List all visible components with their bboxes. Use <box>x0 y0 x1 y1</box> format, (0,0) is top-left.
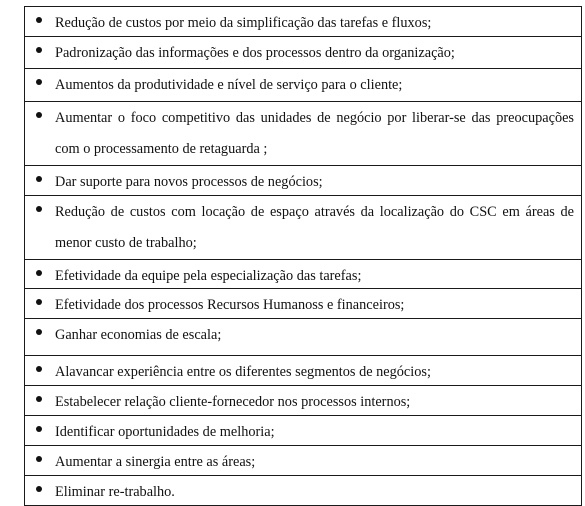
table-row <box>25 356 582 386</box>
bullet-icon <box>36 176 42 182</box>
list-item-text: Aumentar a sinergia entre as áreas; <box>55 454 256 470</box>
list-item-text: Redução de custos por meio da simplificação das tarefas e fluxos; <box>55 15 432 31</box>
list-item <box>25 37 581 65</box>
table-cell <box>25 37 582 69</box>
table-cell <box>25 7 582 37</box>
list-item <box>25 69 581 97</box>
table-cell <box>25 166 582 196</box>
list-item <box>25 476 581 504</box>
bullet-icon <box>36 366 42 372</box>
list-item <box>25 356 581 384</box>
table-cell <box>25 446 582 476</box>
table-body <box>25 7 582 506</box>
list-item <box>25 446 581 474</box>
table-row <box>25 446 582 476</box>
bullet-icon <box>36 206 42 212</box>
benefits-table <box>24 6 582 506</box>
list-item <box>25 319 581 347</box>
list-item-text: Ganhar economias de escala; <box>55 327 222 343</box>
list-item <box>25 166 581 194</box>
bullet-icon <box>36 112 42 118</box>
table-cell <box>25 319 582 356</box>
table-row <box>25 37 582 69</box>
table-cell <box>25 196 582 260</box>
list-item-text: Dar suporte para novos processos de negócios; <box>55 174 323 190</box>
bullet-icon <box>36 396 42 402</box>
bullet-icon <box>36 486 42 492</box>
bullet-icon <box>36 79 42 85</box>
bullet-icon <box>36 17 42 23</box>
table-row <box>25 166 582 196</box>
list-item-text: Efetividade da equipe pela especialização das tarefas; <box>55 268 362 284</box>
table-row <box>25 319 582 356</box>
table-cell <box>25 416 582 446</box>
table-cell <box>25 102 582 166</box>
list-item <box>25 260 581 288</box>
list-item-text: Eliminar re-trabalho. <box>55 484 175 500</box>
list-item <box>25 386 581 414</box>
list-item-text: Padronização das informações e dos processos dentro da organização; <box>55 45 455 61</box>
table-row <box>25 289 582 319</box>
bullet-icon <box>36 456 42 462</box>
table-row <box>25 196 582 260</box>
list-item-text: Efetividade dos processos Recursos Humanoss e financeiros; <box>55 297 405 313</box>
table-row <box>25 416 582 446</box>
table-row <box>25 69 582 102</box>
list-item <box>25 416 581 444</box>
bullet-icon <box>36 299 42 305</box>
bullet-icon <box>36 426 42 432</box>
bullet-icon <box>36 329 42 335</box>
table-cell <box>25 69 582 102</box>
list-item <box>25 196 581 259</box>
table-row <box>25 7 582 37</box>
table-cell <box>25 356 582 386</box>
table-row <box>25 476 582 506</box>
list-item-text: Aumentar o foco competitivo das unidades de negócio por liberar-se das preocupações com o processamento de retaguarda ; <box>55 110 574 157</box>
list-item-text: Alavancar experiência entre os diferentes segmentos de negócios; <box>55 364 431 380</box>
list-item-text: Redução de custos com locação de espaço através da localização do CSC em áreas de menor custo de trabalho; <box>55 204 574 251</box>
bullet-icon <box>36 47 42 53</box>
list-item <box>25 289 581 317</box>
table-cell <box>25 260 582 289</box>
list-item-text: Estabelecer relação cliente-fornecedor nos processos internos; <box>55 394 411 410</box>
table-row <box>25 386 582 416</box>
table-row <box>25 102 582 166</box>
list-item <box>25 7 581 35</box>
bullet-icon <box>36 270 42 276</box>
table-cell <box>25 476 582 506</box>
list-item-text: Identificar oportunidades de melhoria; <box>55 424 275 440</box>
table-cell <box>25 386 582 416</box>
list-item <box>25 102 581 165</box>
table-row <box>25 260 582 289</box>
list-item-text: Aumentos da produtividade e nível de serviço para o cliente; <box>55 77 403 93</box>
table-cell <box>25 289 582 319</box>
